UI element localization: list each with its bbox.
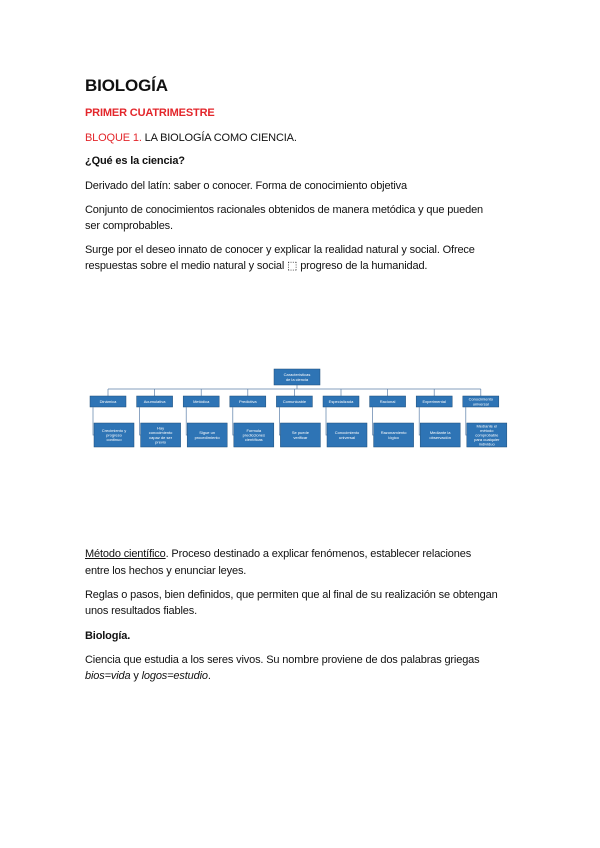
diagram-child-label: Sigue un procedimiento xyxy=(194,430,220,440)
diagram-child-label: Conocimiento universal xyxy=(334,430,360,440)
paragraph-conjunto-line2: ser comprobables. xyxy=(85,220,173,232)
metodo-label: Método científico xyxy=(85,548,166,560)
diagram-node-label: Especializada xyxy=(328,399,354,404)
metodo-text: . Proceso destinado a explicar fenómenos, establecer relaciones xyxy=(165,548,472,560)
paragraph-surge-line2: respuestas sobre el medio natural y social ⬚ progreso de la humanidad. xyxy=(85,260,428,272)
diagram-child-label: Hay conocimiento capaz de ser previo xyxy=(148,425,173,445)
paragraph-biologia-line2 xyxy=(85,668,211,684)
biologia-heading: Biología. xyxy=(85,630,131,642)
logos-term: logos=estudio xyxy=(141,670,208,682)
paragraph-metodo-line1 xyxy=(85,546,471,562)
paragraph-derivado: Derivado del latín: saber o conocer. Forma de conocimiento objetiva xyxy=(85,180,407,192)
paragraph-reglas-line2: unos resultados fiables. xyxy=(85,605,197,617)
diagram-child-label: Mediante la observación xyxy=(429,430,451,440)
diagram-child-label: Formula predicciones científicas xyxy=(242,427,266,443)
paragraph-surge-line1: Surge por el deseo innato de conocer y explicar la realidad natural y social. Ofrece xyxy=(85,244,475,256)
doc-subtitle: PRIMER CUATRIMESTRE xyxy=(85,107,215,119)
diagram-node-label: Comunicable xyxy=(282,399,307,404)
doc-title: BIOLOGÍA xyxy=(85,76,168,95)
paragraph-conjunto-line1: Conjunto de conocimientos racionales obtenidos de manera metódica y que pueden xyxy=(85,204,484,216)
diagram-node-label: Conocimiento universal xyxy=(468,396,494,407)
diagram-child-label: Crecimiento y progreso continuo xyxy=(101,427,127,443)
bio-period: . xyxy=(207,670,211,682)
diagram-node-label: Acumulativa xyxy=(143,399,166,404)
diagram-child-label: Se puede verificar xyxy=(291,430,309,440)
diagram-root-label: Características de la ciencia xyxy=(283,372,311,382)
diagram-node-label: Dinámica xyxy=(99,399,117,404)
bios-term: bios=vida xyxy=(85,670,131,682)
paragraph-metodo-line2: entre los hechos y enunciar leyes. xyxy=(85,565,247,577)
diagram-child-label: Mediante el método comprobable para cualquier individuo xyxy=(474,423,500,447)
paragraph-biologia-line1: Ciencia que estudia a los seres vivos. Su nombre proviene de dos palabras griegas xyxy=(85,654,480,666)
diagram-child-label: Razonamiento lógico xyxy=(380,430,407,440)
bio-y: y xyxy=(130,670,142,682)
bloque-text: LA BIOLOGÍA COMO CIENCIA. xyxy=(141,132,297,144)
bloque-label: BLOQUE 1. xyxy=(85,132,142,144)
diagram-node-label: Experimental xyxy=(422,399,446,404)
diagram-node-label: Predictiva xyxy=(239,399,257,404)
paragraph-reglas-line1: Reglas o pasos, bien definidos, que permiten que al final de su realización se obtengan xyxy=(85,589,498,601)
diagram-node-label: Metódica xyxy=(193,399,210,404)
diagram-node-label: Racional xyxy=(379,399,396,404)
question-heading: ¿Qué es la ciencia? xyxy=(85,155,185,167)
